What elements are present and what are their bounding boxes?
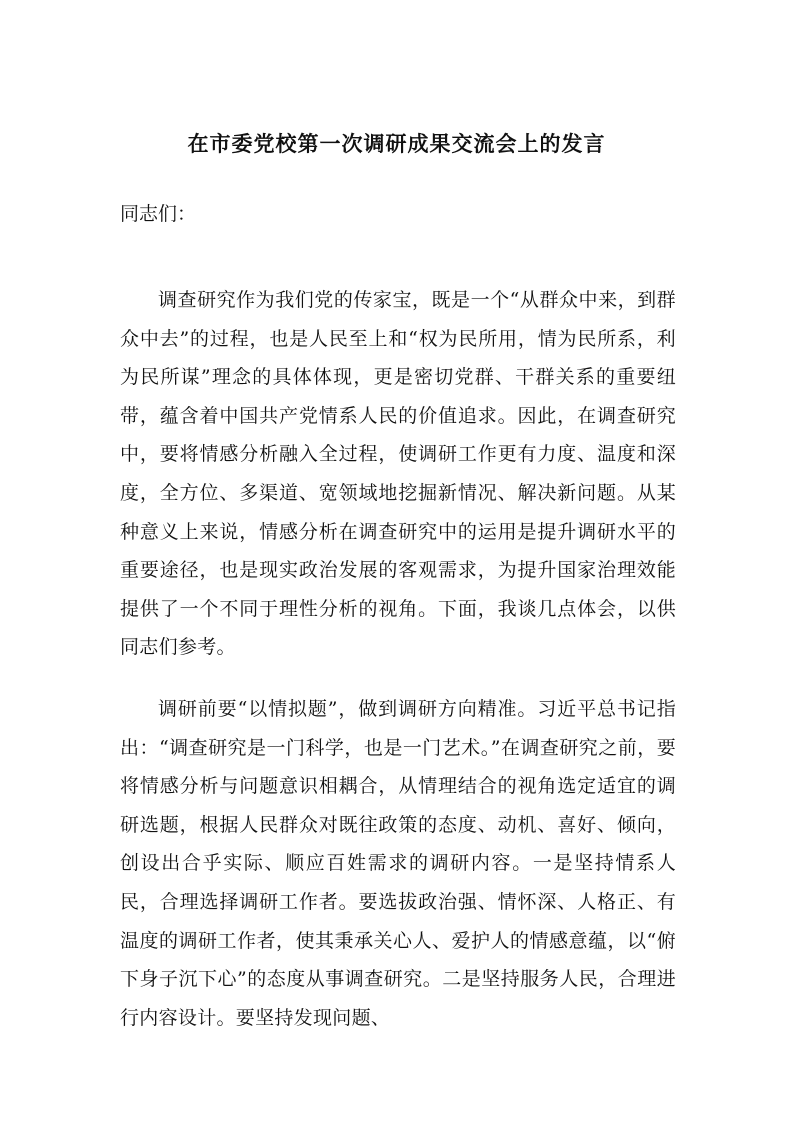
- salutation: 同志们：: [120, 203, 197, 225]
- document-title: 在市委党校第一次调研成果交流会上的发言: [187, 131, 606, 156]
- paragraph: 调研前要“以情拟题”，做到调研方向精准。习近平总书记指出：“调查研究是一门科学，也是一门艺术。”在调查研究之前，要将情感分析与问题意识相耦合，从情理结合的视角选定适宜的调研选题，根据人民群众对既往政策的态度、动机、喜好、倾向，创设出合乎实际、顺应百姓需求的调研内容。一是坚持情系人民，合理选择调研工作者。要选拔政治强、情怀深、人格正、有温度的调研工作者，使其秉承关心人、爱护人的情感意蕴，以“俯下身子沉下心”的态度从事调查研究。二是坚持服务人民，合理进行内容设计。要坚持发现问题、: [120, 698, 676, 1029]
- paragraph: 调查研究作为我们党的传家宝，既是一个“从群众中来，到群众中去”的过程，也是人民至上和“权为民所用，情为民所系，利为民所谋”理念的具体体现，更是密切党群、干群关系的重要纽带，蕴含着中国共产党情系人民的价值追求。因此，在调查研究中，要将情感分析融入全过程，使调研工作更有力度、温度和深度，全方位、多渠道、宽领域地挖掘新情况、解决新问题。从某种意义上来说，情感分析在调查研究中的运用是提升调研水平的重要途径，也是现实政治发展的客观需求，为提升国家治理效能提供了一个不同于理性分析的视角。下面，我谈几点体会，以供同志们参考。: [120, 289, 676, 659]
